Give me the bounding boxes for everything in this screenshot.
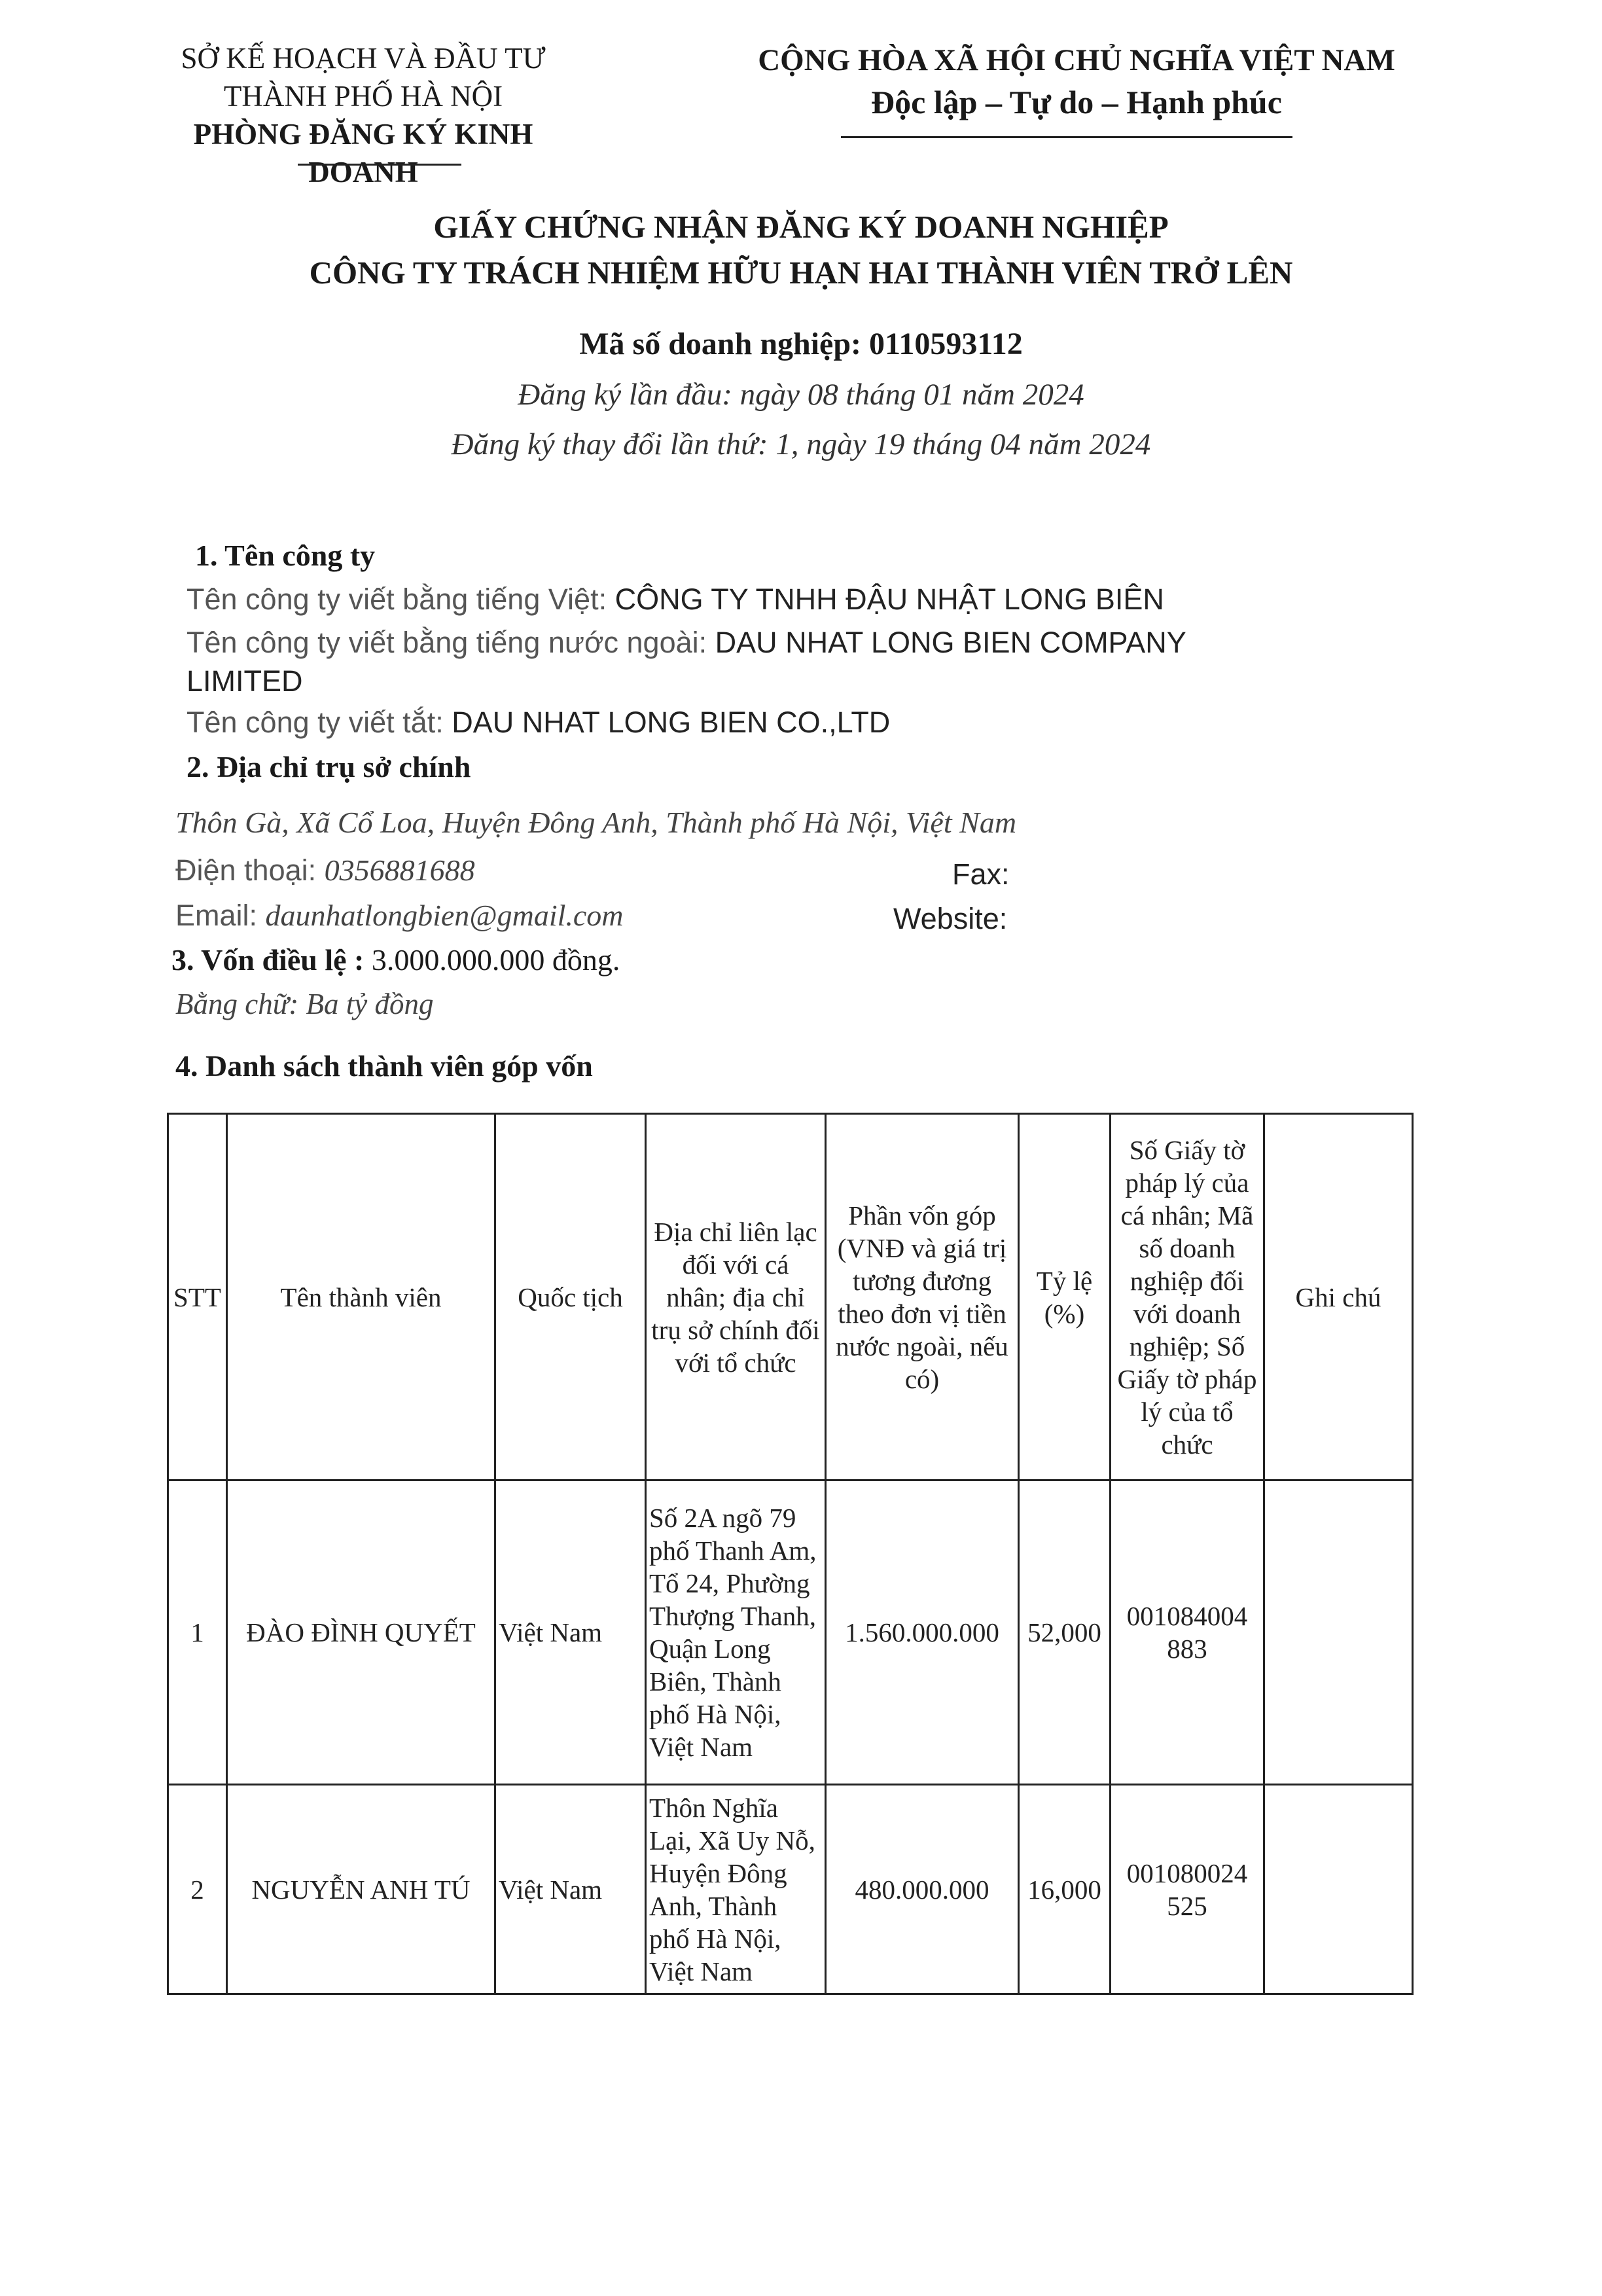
row-nationality: Việt Nam xyxy=(495,1480,646,1785)
section-1-heading: 1. Tên công ty xyxy=(195,539,376,572)
section-2-heading: 2. Địa chỉ trụ sở chính xyxy=(187,750,471,783)
vn-name-label: Tên công ty viết bằng tiếng Việt: xyxy=(187,583,615,616)
motto: Độc lập – Tự do – Hạnh phúc xyxy=(871,84,1282,120)
row-name: NGUYỄN ANH TÚ xyxy=(227,1785,495,1994)
col-header-id: Số Giấy tờ pháp lý của cá nhân; Mã số doanh nghiệp đối với doanh nghiệp; Số Giấy tờ pháp lý của tổ chức xyxy=(1111,1114,1264,1480)
change-registration: Đăng ký thay đổi lần thứ: 1, ngày 19 tháng 04 năm 2024 xyxy=(451,427,1151,461)
authority-line-3: PHÒNG ĐĂNG KÝ KINH DOANH xyxy=(193,118,533,188)
country-name: CỘNG HÒA XÃ HỘI CHỦ NGHĨA VIỆT NAM xyxy=(758,43,1395,77)
row-stt: 2 xyxy=(168,1785,227,1994)
short-name-value: DAU NHAT LONG BIEN CO.,LTD xyxy=(452,706,891,739)
col-header-stt: STT xyxy=(168,1114,227,1480)
row-address: Số 2A ngõ 79 phố Thanh Am, Tổ 24, Phường Thượng Thanh, Quận Long Biên, Thành phố Hà Nội, Việt Nam xyxy=(646,1480,826,1785)
foreign-name-cont: LIMITED xyxy=(187,664,303,698)
foreign-name-value: DAU NHAT LONG BIEN COMPANY xyxy=(715,626,1186,659)
email-value: daunhatlongbien@gmail.com xyxy=(265,899,624,932)
row-id: 001084004 883 xyxy=(1111,1480,1264,1785)
short-name-line xyxy=(187,706,890,740)
row-stt: 1 xyxy=(168,1480,227,1785)
row-ratio: 16,000 xyxy=(1019,1785,1111,1994)
row-ratio: 52,000 xyxy=(1019,1480,1111,1785)
authority-line-1: SỞ KẾ HOẠCH VÀ ĐẦU TƯ xyxy=(181,42,546,75)
charter-capital-value: 3.000.000.000 đồng. xyxy=(371,943,620,977)
row-address: Thôn Nghĩa Lại, Xã Uy Nỗ, Huyện Đông Anh, Thành phố Hà Nội, Việt Nam xyxy=(646,1785,826,1994)
col-header-note: Ghi chú xyxy=(1264,1114,1413,1480)
charter-capital-line xyxy=(171,942,620,977)
row-name: ĐÀO ĐÌNH QUYẾT xyxy=(227,1480,495,1785)
website-label: Website: xyxy=(893,902,1008,935)
foreign-name-label: Tên công ty viết bằng tiếng nước ngoài: xyxy=(187,626,715,659)
row-capital: 480.000.000 xyxy=(826,1785,1019,1994)
table-row xyxy=(168,1785,1413,1994)
motto-underline xyxy=(841,136,1292,138)
vn-name-line xyxy=(187,583,1164,617)
national-motto xyxy=(726,39,1427,123)
section-4-heading: 4. Danh sách thành viên góp vốn xyxy=(175,1049,593,1083)
phone-label: Điện thoại: xyxy=(175,853,325,887)
company-type: CÔNG TY TRÁCH NHIỆM HỮU HẠN HAI THÀNH VIÊN TRỞ LÊN xyxy=(309,255,1293,291)
phone-value: 0356881688 xyxy=(324,853,475,887)
email-line xyxy=(175,898,624,933)
row-capital: 1.560.000.000 xyxy=(826,1480,1019,1785)
table-header-row xyxy=(168,1114,1413,1480)
issuing-authority xyxy=(151,39,576,191)
capital-in-words: Bằng chữ: Ba tỷ đồng xyxy=(175,988,434,1020)
enterprise-code: Mã số doanh nghiệp: 0110593112 xyxy=(579,327,1023,361)
authority-line-2: THÀNH PHỐ HÀ NỘI xyxy=(223,80,503,113)
foreign-name-line xyxy=(187,626,1186,660)
col-header-nationality: Quốc tịch xyxy=(495,1114,646,1480)
head-office-address: Thôn Gà, Xã Cổ Loa, Huyện Đông Anh, Thành phố Hà Nội, Việt Nam xyxy=(175,806,1017,839)
email-label: Email: xyxy=(175,899,266,932)
document-title: GIẤY CHỨNG NHẬN ĐĂNG KÝ DOANH NGHIỆP xyxy=(433,209,1169,245)
first-registration: Đăng ký lần đầu: ngày 08 tháng 01 năm 2024 xyxy=(518,378,1084,412)
row-note xyxy=(1264,1785,1413,1994)
col-header-address: Địa chỉ liên lạc đối với cá nhân; địa chỉ trụ sở chính đối với tổ chức xyxy=(646,1114,826,1480)
charter-capital-label: 3. Vốn điều lệ : xyxy=(171,943,372,977)
row-id: 001080024 525 xyxy=(1111,1785,1264,1994)
authority-underline xyxy=(298,164,461,166)
vn-name-value: CÔNG TY TNHH ĐẬU NHẬT LONG BIÊN xyxy=(614,583,1164,616)
phone-line xyxy=(175,853,475,888)
col-header-ratio: Tỷ lệ (%) xyxy=(1019,1114,1111,1480)
col-header-name: Tên thành viên xyxy=(227,1114,495,1480)
members-table xyxy=(167,1113,1414,1995)
row-note xyxy=(1264,1480,1413,1785)
fax-label: Fax: xyxy=(952,857,1010,891)
col-header-capital: Phần vốn góp (VNĐ và giá trị tương đương theo đơn vị tiền nước ngoài, nếu có) xyxy=(826,1114,1019,1480)
table-row xyxy=(168,1480,1413,1785)
short-name-label: Tên công ty viết tắt: xyxy=(187,706,452,739)
row-nationality: Việt Nam xyxy=(495,1785,646,1994)
